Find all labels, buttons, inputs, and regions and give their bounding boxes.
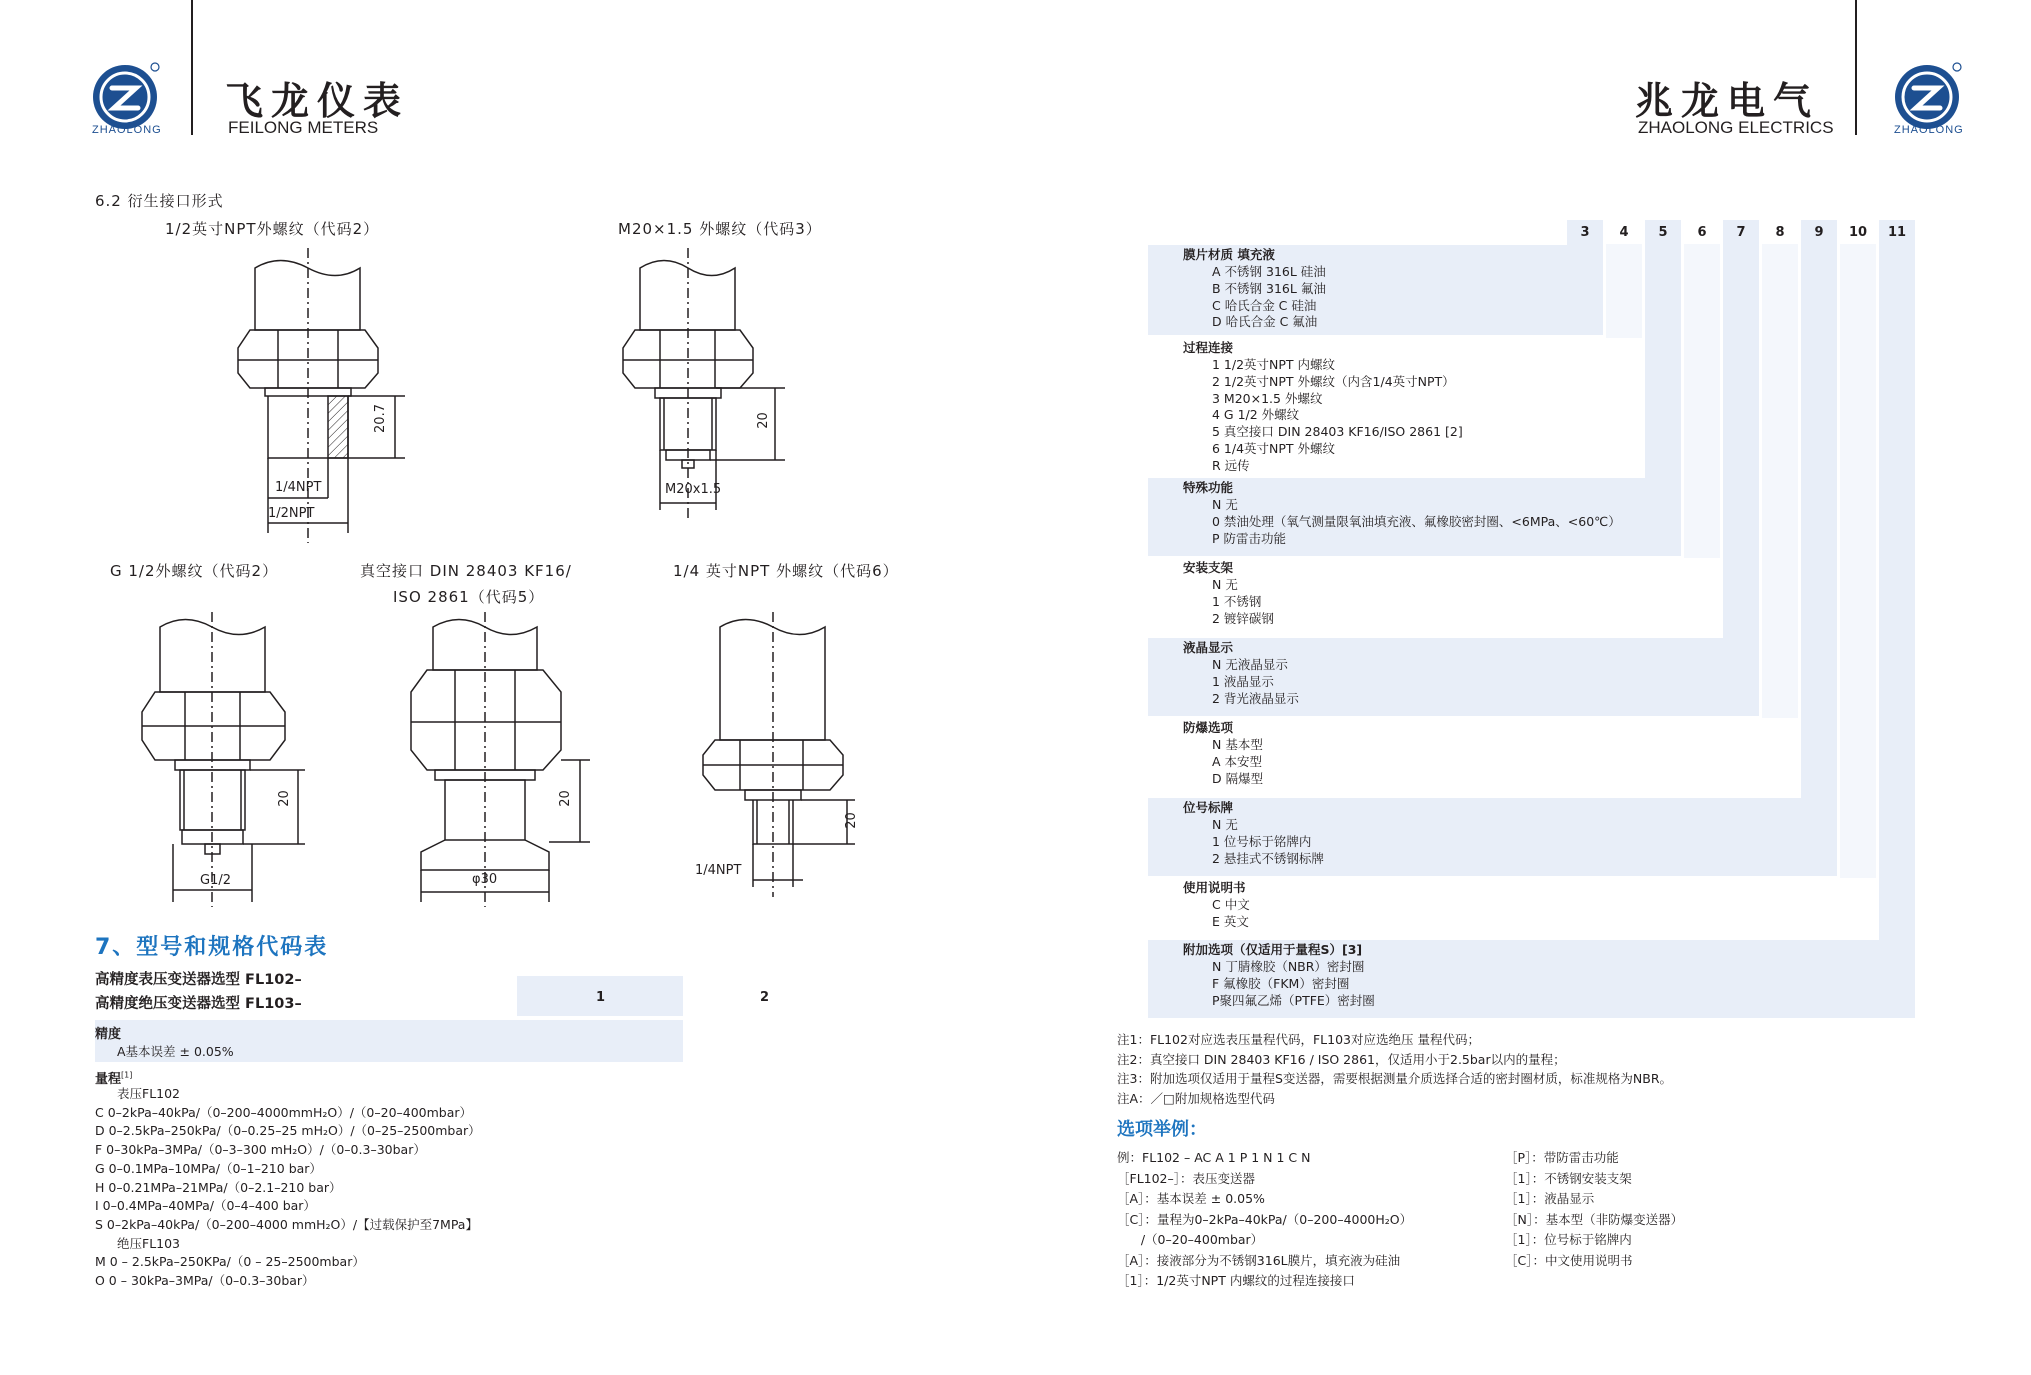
column-2-number: 2 <box>760 990 770 1005</box>
dim-d5-length: 20 <box>843 812 859 829</box>
code-section-title: 膜片材质 填充液 <box>1183 247 1275 262</box>
code-section-title: 液晶显示 <box>1183 640 1234 655</box>
range-item: O 0 – 30kPa–3MPa/（0–0.3–30bar） <box>95 1273 315 1288</box>
code-option: 0 禁油处理（氧气测量限氧油填充液、氟橡胶密封圈、<6MPa、<60℃） <box>1212 513 1621 529</box>
example-right-item: ［1］：位号标于铭牌内 <box>1505 1232 1632 1247</box>
range-item: D 0–2.5kPa–250kPa/（0–0.25–25 mH₂O）/（0–25–2500mbar） <box>95 1123 481 1139</box>
header-divider-left <box>191 0 193 135</box>
range-item: I 0–0.4MPa–40MPa/（0–4–400 bar） <box>95 1198 316 1214</box>
range-item: C 0–2kPa–40kPa/（0–200–4000mmH₂O）/（0–20–400mbar） <box>95 1104 473 1120</box>
code-option: 1 不锈钢 <box>1212 593 1262 609</box>
column-header-number: 7 <box>1736 225 1746 240</box>
code-option: D 隔爆型 <box>1212 770 1264 786</box>
column-header-number: 9 <box>1814 225 1824 240</box>
code-option: 2 悬挂式不锈钢标牌 <box>1212 850 1324 866</box>
code-section-title: 防爆选项 <box>1183 720 1234 735</box>
column-header-number: 8 <box>1775 225 1785 240</box>
brand-name-en-left: FEILONG METERS <box>228 118 379 137</box>
header-divider-right <box>1855 0 1857 135</box>
note-item: 注3：附加选项仅适用于量程S变送器，需要根据测量介质选择合适的密封圈材质，标准规格为NBR。 <box>1117 1071 1673 1086</box>
caption-npt12: 1/2英寸NPT外螺纹（代码2） <box>165 220 380 238</box>
caption-g12: G 1/2外螺纹（代码2） <box>110 562 279 580</box>
model-fl103: 高精度绝压变送器选型 FL103– <box>95 996 302 1012</box>
example-right-item: ［1］：不锈钢安装支架 <box>1505 1170 1632 1186</box>
note-item: 注A：／□附加规格选型代码 <box>1117 1090 1275 1106</box>
example-left-item: 例：FL102 – AC A 1 P 1 N 1 C N <box>1117 1150 1311 1165</box>
example-right-item: ［1］：液晶显示 <box>1505 1191 1595 1206</box>
column-header-number: 6 <box>1697 225 1707 240</box>
column-1-number: 1 <box>596 990 606 1005</box>
column-header-number: 4 <box>1619 225 1629 240</box>
section-62-title: 6.2 衍生接口形式 <box>95 192 224 210</box>
code-section-title: 过程连接 <box>1183 340 1234 355</box>
dim-d2-length: 20 <box>755 412 771 429</box>
code-option: A 本安型 <box>1212 753 1263 769</box>
example-right-item: ［C］：中文使用说明书 <box>1505 1252 1633 1268</box>
example-left-item: ［FL102–］：表压变送器 <box>1117 1170 1256 1186</box>
range-item: H 0–0.21MPa–21MPa/（0–2.1–210 bar） <box>95 1179 342 1195</box>
column-connector <box>1840 244 1876 938</box>
code-option: 1 1/2英寸NPT 内螺纹 <box>1212 357 1336 372</box>
code-option: E 英文 <box>1212 913 1249 929</box>
code-section-band <box>1148 878 1876 938</box>
code-option: N 无 <box>1212 577 1238 592</box>
dim-d3-a: G1/2 <box>200 873 231 888</box>
code-option: N 无 <box>1212 817 1238 832</box>
code-option: B 不锈钢 316L 氟油 <box>1212 280 1326 296</box>
logo-subtitle-left: ZHAOLONG <box>92 124 162 136</box>
range-item: M 0 – 2.5kPa–250KPa/（0 – 25–2500mbar） <box>95 1254 365 1270</box>
code-option: F 氟橡胶（FKM）密封圈 <box>1212 975 1350 991</box>
code-option: 1 位号标于铭牌内 <box>1212 833 1312 849</box>
example-left-item: /（0–20–400mbar） <box>1117 1232 1264 1247</box>
code-option: 4 G 1/2 外螺纹 <box>1212 407 1300 423</box>
code-option: N 基本型 <box>1212 737 1263 752</box>
column-connector <box>1801 244 1837 876</box>
logo-subtitle-right: ZHAOLONG <box>1894 124 1964 136</box>
accuracy-item: A基本误差 ± 0.05% <box>117 1044 234 1059</box>
caption-npt14: 1/4 英寸NPT 外螺纹（代码6） <box>673 562 899 580</box>
range-title <box>95 1068 132 1087</box>
example-left-item: ［A］：接液部分为不锈钢316L膜片，填充液为硅油 <box>1117 1252 1401 1268</box>
code-option: 1 液晶显示 <box>1212 673 1274 689</box>
code-section-title: 使用说明书 <box>1183 880 1246 895</box>
drawing-npt12 <box>230 248 430 548</box>
brand-name-cn-left: 飞龙仪表 <box>225 78 410 123</box>
code-option: N 丁腈橡胶（NBR）密封圈 <box>1212 959 1365 974</box>
example-right-item: ［N］：基本型（非防爆变送器） <box>1505 1211 1684 1227</box>
column-connector <box>1762 244 1798 796</box>
example-left-item: ［A］：基本误差 ± 0.05% <box>1117 1191 1265 1206</box>
accuracy-title: 精度 <box>95 1027 122 1042</box>
code-option: P 防雷击功能 <box>1212 530 1287 546</box>
code-option: D 哈氏合金 C 氟油 <box>1212 314 1318 330</box>
code-option: P聚四氟乙烯（PTFE）密封圈 <box>1212 992 1375 1008</box>
column-header-number: 3 <box>1580 225 1590 240</box>
code-option: 2 背光液晶显示 <box>1212 690 1299 706</box>
dim-d1-a: 1/4NPT <box>275 480 322 495</box>
caption-m20: M20×1.5 外螺纹（代码3） <box>618 220 822 238</box>
range-item: S 0–2kPa–40kPa/（0–200–4000 mmH₂O）/【过载保护至7MPa】 <box>95 1216 478 1232</box>
code-section-title: 位号标牌 <box>1183 800 1234 815</box>
column-connector <box>1879 244 1915 1018</box>
dim-d2-a: M20x1.5 <box>665 482 722 497</box>
range-title-text: 量程 <box>95 1072 122 1087</box>
code-section-title: 附加选项（仅适用于量程S）[3] <box>1183 942 1363 957</box>
model-fl102: 高精度表压变送器选型 FL102– <box>95 972 302 988</box>
dim-d4-a: φ30 <box>472 872 498 887</box>
zhaolong-logo-icon <box>1892 62 1962 132</box>
section-7-title: 7、型号和规格代码表 <box>95 935 329 960</box>
code-option: 5 真空接口 DIN 28403 KF16/ISO 2861 [2] <box>1212 424 1463 440</box>
range-item: 绝压FL103 <box>117 1235 181 1251</box>
code-option: 2 镀锌碳钢 <box>1212 610 1274 626</box>
code-option: N 无 <box>1212 497 1238 512</box>
column-header-number: 5 <box>1658 225 1668 240</box>
dim-d3-length: 20 <box>276 790 292 807</box>
code-option: C 哈氏合金 C 硅油 <box>1212 297 1317 313</box>
code-option: A 不锈钢 316L 硅油 <box>1212 264 1326 279</box>
drawing-npt14 <box>695 612 875 902</box>
range-item: G 0–0.1MPa–10MPa/（0–1–210 bar） <box>95 1160 322 1176</box>
code-section-title: 安装支架 <box>1183 560 1234 575</box>
dim-d4-length: 20 <box>557 790 573 807</box>
example-title: 选项举例： <box>1117 1119 1207 1140</box>
example-left-item: ［C］：量程为0–2kPa–40kPa/（0–200–4000H₂O） <box>1117 1211 1413 1227</box>
dim-d5-a: 1/4NPT <box>695 863 742 878</box>
caption-din-1: 真空接口 DIN 28403 KF16/ <box>360 562 572 580</box>
dim-d1-length: 20.7 <box>372 404 388 433</box>
range-item: 表压FL102 <box>117 1086 181 1101</box>
range-footnote: [1] <box>121 1070 133 1080</box>
drawing-din <box>405 612 605 912</box>
example-right-item: ［P］：带防雷击功能 <box>1505 1150 1619 1165</box>
code-option: 2 1/2英寸NPT 外螺纹（内含1/4英寸NPT） <box>1212 373 1455 389</box>
note-item: 注1：FL102对应选表压量程代码，FL103对应选绝压 量程代码； <box>1117 1032 1480 1047</box>
range-item: F 0–30kPa–3MPa/（0–3–300 mH₂O）/（0–0.3–30bar） <box>95 1142 426 1158</box>
code-option: C 中文 <box>1212 897 1250 912</box>
dim-d1-b: 1/2NPT <box>268 506 315 521</box>
code-option: R 远传 <box>1212 457 1250 473</box>
column-header-number: 11 <box>1887 225 1907 240</box>
zhaolong-logo-icon <box>90 62 160 132</box>
brand-name-cn-right: 兆龙电气 <box>1635 78 1820 123</box>
code-section-title: 特殊功能 <box>1183 480 1234 495</box>
code-option: 3 M20×1.5 外螺纹 <box>1212 390 1323 406</box>
brand-name-en-right: ZHAOLONG ELECTRICS <box>1638 118 1834 137</box>
example-left-item: ［1］：1/2英寸NPT 内螺纹的过程连接接口 <box>1117 1273 1355 1288</box>
code-option: 6 1/4英寸NPT 外螺纹 <box>1212 441 1336 456</box>
code-option: N 无液晶显示 <box>1212 657 1288 672</box>
column-header-number: 10 <box>1848 225 1868 240</box>
drawing-g12 <box>140 612 320 912</box>
caption-din-2: ISO 2861（代码5） <box>393 588 545 606</box>
note-item: 注2：真空接口 DIN 28403 KF16 / ISO 2861，仅适用小于2.5bar以内的量程； <box>1117 1051 1566 1067</box>
